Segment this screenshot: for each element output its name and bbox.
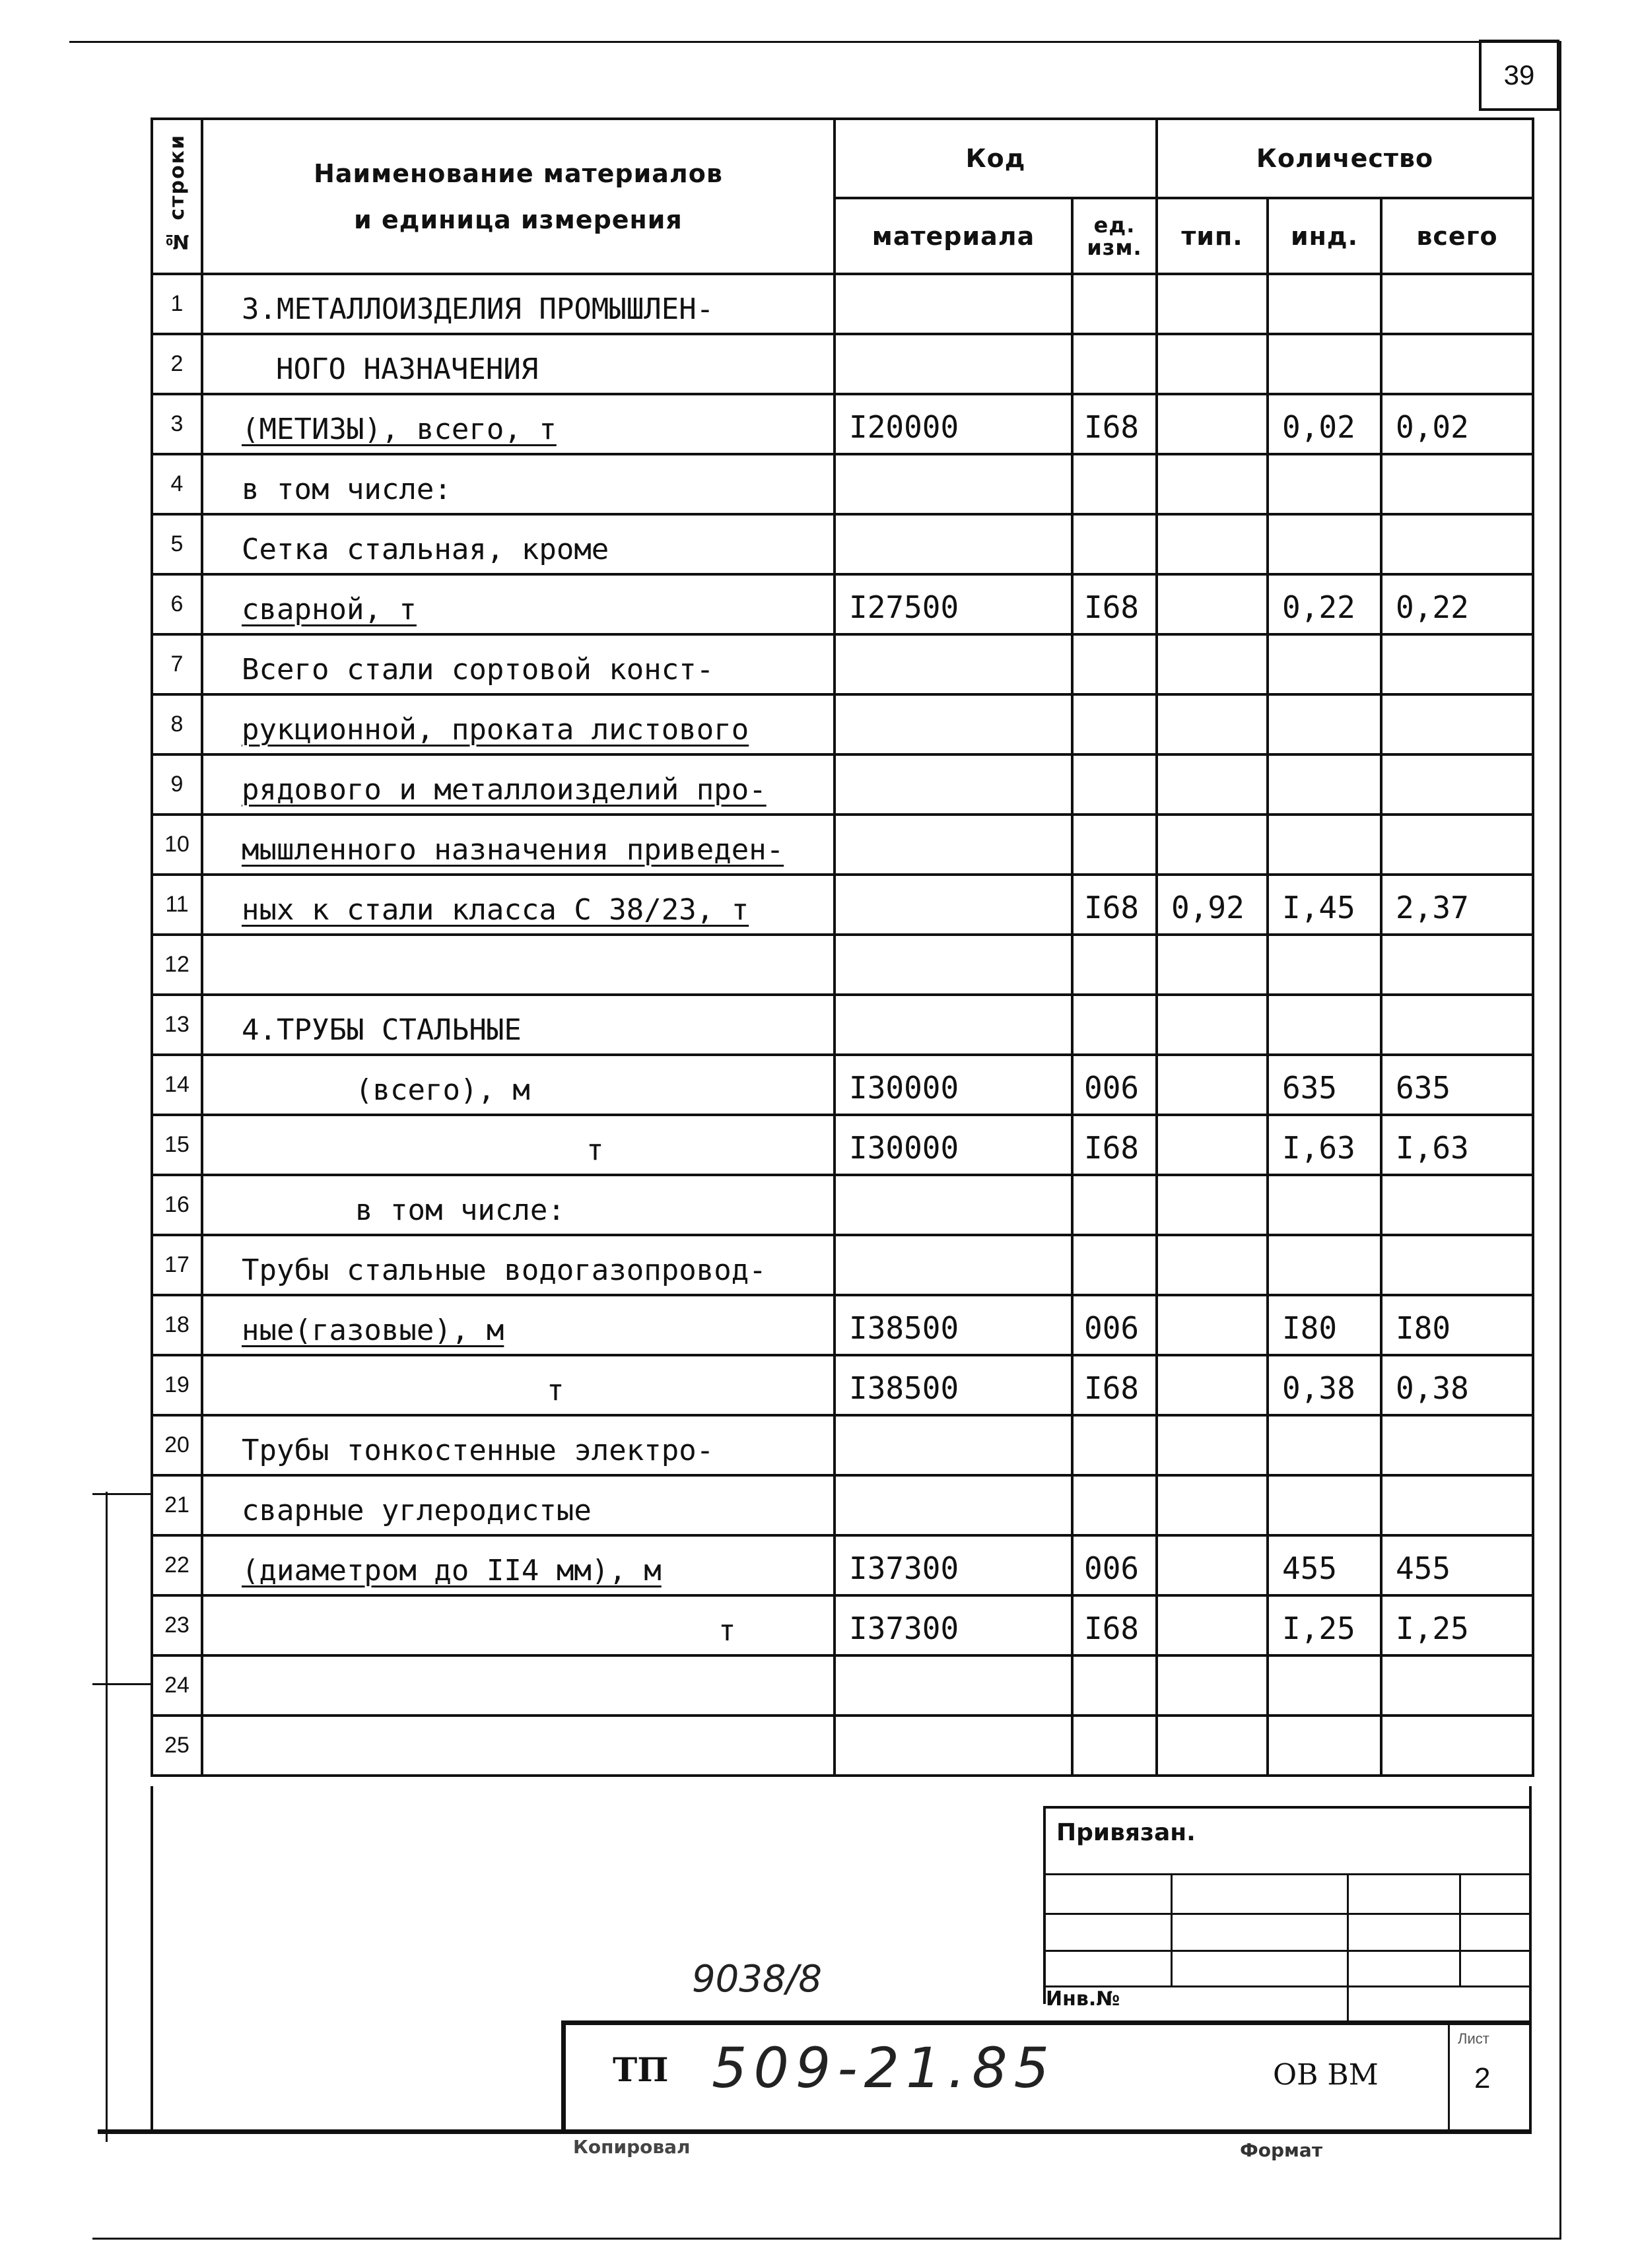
unit-code: I68 (1072, 394, 1157, 454)
qty-total (1381, 454, 1533, 514)
project-code: 509-21.85 (712, 2036, 1056, 2100)
material-code: I20000 (835, 394, 1072, 454)
qty-ind (1268, 935, 1381, 995)
row-number: 11 (152, 875, 202, 935)
unit-code: I68 (1072, 875, 1157, 935)
qty-total: 455 (1381, 1535, 1533, 1595)
qty-typ (1157, 694, 1268, 754)
qty-ind (1268, 454, 1381, 514)
format-label: Формат (1240, 2139, 1323, 2161)
qty-total (1381, 995, 1533, 1055)
table-row (152, 1355, 1533, 1415)
row-number: 12 (152, 935, 202, 995)
row-number: 18 (152, 1295, 202, 1355)
qty-typ-header: тип. (1157, 198, 1268, 274)
unit-code (1072, 1655, 1157, 1716)
unit-code: I68 (1072, 1595, 1157, 1655)
table-row (152, 995, 1533, 1055)
qty-total-header: всего (1381, 198, 1533, 274)
qty-typ (1157, 1055, 1268, 1115)
qty-typ (1157, 1595, 1268, 1655)
qty-ind: I80 (1268, 1295, 1381, 1355)
row-number: 8 (152, 694, 202, 754)
row-number: 16 (152, 1175, 202, 1235)
table-row (152, 1175, 1533, 1235)
qty-total (1381, 1716, 1533, 1776)
table-row (152, 1716, 1533, 1776)
unit-code (1072, 995, 1157, 1055)
qty-typ (1157, 1235, 1268, 1295)
material-code (835, 1655, 1072, 1716)
material-name: 4.ТРУБЫ СТАЛЬНЫЕ (202, 995, 835, 1055)
material-code: I37300 (835, 1595, 1072, 1655)
unit-code (1072, 634, 1157, 694)
qty-ind (1268, 995, 1381, 1055)
material-code (835, 995, 1072, 1055)
table-row (152, 1235, 1533, 1295)
bound-label: Привязан. (1056, 1819, 1196, 1846)
material-name: ные(газовые), м (202, 1295, 835, 1355)
material-code (835, 334, 1072, 394)
bound-col-3 (1459, 1873, 1461, 1985)
unit-code (1072, 1415, 1157, 1475)
material-code (835, 694, 1072, 754)
row-number: 7 (152, 634, 202, 694)
qty-total (1381, 815, 1533, 875)
qty-typ (1157, 1415, 1268, 1475)
unit-code (1072, 754, 1157, 815)
title-bottom-line (98, 2129, 1532, 2134)
table-row (152, 754, 1533, 815)
qty-typ (1157, 815, 1268, 875)
bound-row-1 (1043, 1873, 1532, 1875)
qty-total (1381, 1475, 1533, 1535)
material-name: (всего), м (202, 1055, 835, 1115)
row-number: 24 (152, 1655, 202, 1716)
qty-total: 0,38 (1381, 1355, 1533, 1415)
qty-total (1381, 274, 1533, 334)
row-number-header: № строки (152, 119, 202, 274)
table-row (152, 1595, 1533, 1655)
table-row (152, 514, 1533, 574)
copied-label: Копировал (573, 2136, 691, 2158)
material-name: Трубы стальные водогазопровод- (202, 1235, 835, 1295)
qty-total: I,63 (1381, 1115, 1533, 1175)
material-code (835, 935, 1072, 995)
unit-code (1072, 334, 1157, 394)
unit-code (1072, 514, 1157, 574)
material-name: ных к стали класса С 38/23, т (202, 875, 835, 935)
bound-col-2 (1347, 1873, 1349, 2022)
material-name: т (202, 1595, 835, 1655)
qty-total (1381, 634, 1533, 694)
inv-label: Инв.№ (1046, 1987, 1120, 2011)
row-number: 23 (152, 1595, 202, 1655)
qty-ind (1268, 1175, 1381, 1235)
bound-top-line (1043, 1806, 1532, 1809)
unit-code (1072, 935, 1157, 995)
row-number: 19 (152, 1355, 202, 1415)
material-name: Трубы тонкостенные электро- (202, 1415, 835, 1475)
qty-typ (1157, 754, 1268, 815)
unit-code: 006 (1072, 1295, 1157, 1355)
material-code (835, 754, 1072, 815)
material-name: в том числе: (202, 1175, 835, 1235)
row-number: 13 (152, 995, 202, 1055)
doc-mark: ОВ ВМ (1273, 2058, 1379, 2092)
table-row (152, 574, 1533, 634)
qty-total: I,25 (1381, 1595, 1533, 1655)
table-row (152, 815, 1533, 875)
qty-typ (1157, 1295, 1268, 1355)
material-code (835, 1716, 1072, 1776)
qty-ind (1268, 514, 1381, 574)
handwritten-number: 9038/8 (692, 1958, 823, 2001)
qty-ind (1268, 754, 1381, 815)
table-row (152, 1535, 1533, 1595)
material-name: сварной, т (202, 574, 835, 634)
name-header (202, 119, 835, 274)
material-code: I38500 (835, 1355, 1072, 1415)
qty-total (1381, 1415, 1533, 1475)
stamp-top-line (561, 2020, 1532, 2025)
qty-total (1381, 1655, 1533, 1716)
bound-col-1 (1171, 1873, 1173, 1985)
material-code (835, 1475, 1072, 1535)
unit-code: 006 (1072, 1055, 1157, 1115)
sheet-number: 39 (1503, 59, 1535, 90)
qty-total: 0,02 (1381, 394, 1533, 454)
qty-total: 635 (1381, 1055, 1533, 1115)
row-number: 4 (152, 454, 202, 514)
binding-mark-vertical (106, 1492, 108, 2142)
row-number: 22 (152, 1535, 202, 1595)
table-row (152, 1295, 1533, 1355)
qty-total (1381, 754, 1533, 815)
name-header-line2: и единица измерения (354, 205, 683, 234)
stamp-sheet-divider (1448, 2020, 1450, 2133)
table-row (152, 1055, 1533, 1115)
material-code: I37300 (835, 1535, 1072, 1595)
qty-total: 0,22 (1381, 574, 1533, 634)
qty-typ (1157, 634, 1268, 694)
material-name (202, 1655, 835, 1716)
table-row (152, 875, 1533, 935)
qty-ind: 635 (1268, 1055, 1381, 1115)
qty-typ (1157, 1655, 1268, 1716)
row-number: 1 (152, 274, 202, 334)
row-number: 17 (152, 1235, 202, 1295)
qty-ind (1268, 815, 1381, 875)
bound-left-line (1043, 1806, 1046, 2004)
title-block (151, 1786, 1532, 2161)
table-row (152, 1475, 1533, 1535)
qty-total: 2,37 (1381, 875, 1533, 935)
table-row (152, 935, 1533, 995)
material-name: т (202, 1115, 835, 1175)
table-row (152, 634, 1533, 694)
material-name: рукционной, проката листового (202, 694, 835, 754)
table-row (152, 334, 1533, 394)
sheet-label: Лист (1458, 2030, 1489, 2047)
unit-code: I68 (1072, 574, 1157, 634)
bound-row-3 (1043, 1950, 1532, 1952)
qty-typ (1157, 995, 1268, 1055)
name-header-line1: Наименование материалов (314, 158, 723, 188)
material-code: I27500 (835, 574, 1072, 634)
qty-ind-header: инд. (1268, 198, 1381, 274)
qty-ind (1268, 1415, 1381, 1475)
qty-ind: 455 (1268, 1535, 1381, 1595)
qty-typ (1157, 1475, 1268, 1535)
qty-ind (1268, 1655, 1381, 1716)
qty-typ (1157, 1115, 1268, 1175)
material-name: (диаметром до II4 мм), м (202, 1535, 835, 1595)
table-row (152, 1415, 1533, 1475)
qty-typ (1157, 334, 1268, 394)
row-number: 9 (152, 754, 202, 815)
table-row (152, 694, 1533, 754)
sheet-number-box (1479, 40, 1559, 111)
tp-label: ТП (613, 2050, 669, 2089)
right-frame-line (1559, 41, 1561, 2239)
qty-typ (1157, 574, 1268, 634)
material-name: сварные углеродистые (202, 1475, 835, 1535)
qty-total (1381, 514, 1533, 574)
unit-code (1072, 694, 1157, 754)
sheet-value: 2 (1474, 2062, 1491, 2094)
table-row (152, 274, 1533, 334)
qty-ind (1268, 694, 1381, 754)
material-name (202, 1716, 835, 1776)
material-code (835, 1175, 1072, 1235)
code-unit-header: ед. изм. (1072, 198, 1157, 274)
bound-row-2 (1043, 1913, 1532, 1915)
row-number: 6 (152, 574, 202, 634)
row-number: 14 (152, 1055, 202, 1115)
material-code: I30000 (835, 1115, 1072, 1175)
material-name (202, 935, 835, 995)
qty-ind: 0,22 (1268, 574, 1381, 634)
qty-total (1381, 1235, 1533, 1295)
unit-code: 006 (1072, 1535, 1157, 1595)
unit-code (1072, 815, 1157, 875)
unit-code (1072, 1475, 1157, 1535)
code-material-header: материала (835, 198, 1072, 274)
material-name: 3.МЕТАЛЛОИЗДЕЛИЯ ПРОМЫШЛЕН- (202, 274, 835, 334)
qty-ind: I,25 (1268, 1595, 1381, 1655)
qty-ind (1268, 274, 1381, 334)
qty-ind (1268, 334, 1381, 394)
unit-code (1072, 1235, 1157, 1295)
material-name: Всего стали сортовой конст- (202, 634, 835, 694)
qty-typ (1157, 1355, 1268, 1415)
materials-table (151, 117, 1534, 1777)
material-code (835, 1235, 1072, 1295)
qty-typ (1157, 1175, 1268, 1235)
qty-typ (1157, 1716, 1268, 1776)
quantity-header: Количество (1157, 119, 1533, 198)
qty-typ: 0,92 (1157, 875, 1268, 935)
table-row (152, 394, 1533, 454)
unit-code (1072, 454, 1157, 514)
qty-ind: 0,38 (1268, 1355, 1381, 1415)
material-name: Сетка стальная, кроме (202, 514, 835, 574)
qty-ind: 0,02 (1268, 394, 1381, 454)
material-code (835, 815, 1072, 875)
row-number: 3 (152, 394, 202, 454)
unit-code: I68 (1072, 1355, 1157, 1415)
material-name: мышленного назначения приведен- (202, 815, 835, 875)
table-row (152, 1655, 1533, 1716)
material-name: НОГО НАЗНАЧЕНИЯ (202, 334, 835, 394)
qty-ind (1268, 634, 1381, 694)
material-name: рядового и металлоизделий про- (202, 754, 835, 815)
qty-typ (1157, 394, 1268, 454)
row-number: 25 (152, 1716, 202, 1776)
qty-total: I80 (1381, 1295, 1533, 1355)
qty-total (1381, 935, 1533, 995)
unit-code: I68 (1072, 1115, 1157, 1175)
binding-mark-mid (92, 1683, 152, 1685)
table-row (152, 1115, 1533, 1175)
qty-typ (1157, 274, 1268, 334)
unit-code (1072, 1716, 1157, 1776)
table-row (152, 454, 1533, 514)
material-code (835, 454, 1072, 514)
row-number: 10 (152, 815, 202, 875)
qty-total (1381, 694, 1533, 754)
bottom-frame-line (92, 2238, 1561, 2240)
material-name: в том числе: (202, 454, 835, 514)
binding-mark-top (92, 1493, 152, 1495)
title-left-line (151, 1786, 153, 2133)
material-code (835, 514, 1072, 574)
qty-total (1381, 1175, 1533, 1235)
qty-typ (1157, 1535, 1268, 1595)
material-code (835, 634, 1072, 694)
table-body (152, 274, 1533, 1776)
row-number: 15 (152, 1115, 202, 1175)
material-code: I30000 (835, 1055, 1072, 1115)
unit-code (1072, 1175, 1157, 1235)
qty-ind: I,63 (1268, 1115, 1381, 1175)
material-code (835, 875, 1072, 935)
row-number: 5 (152, 514, 202, 574)
code-header: Код (835, 119, 1157, 198)
qty-ind (1268, 1235, 1381, 1295)
material-name: т (202, 1355, 835, 1415)
stamp-left-line (561, 2020, 566, 2133)
qty-ind (1268, 1716, 1381, 1776)
unit-code (1072, 274, 1157, 334)
row-number: 20 (152, 1415, 202, 1475)
title-right-line (1529, 1786, 1532, 2133)
material-code (835, 274, 1072, 334)
qty-typ (1157, 454, 1268, 514)
qty-ind: I,45 (1268, 875, 1381, 935)
qty-ind (1268, 1475, 1381, 1535)
row-number: 21 (152, 1475, 202, 1535)
material-code (835, 1415, 1072, 1475)
material-code: I38500 (835, 1295, 1072, 1355)
row-number: 2 (152, 334, 202, 394)
qty-typ (1157, 514, 1268, 574)
top-frame-line (69, 41, 1561, 43)
qty-total (1381, 334, 1533, 394)
qty-typ (1157, 935, 1268, 995)
material-name: (МЕТИЗЫ), всего, т (202, 394, 835, 454)
